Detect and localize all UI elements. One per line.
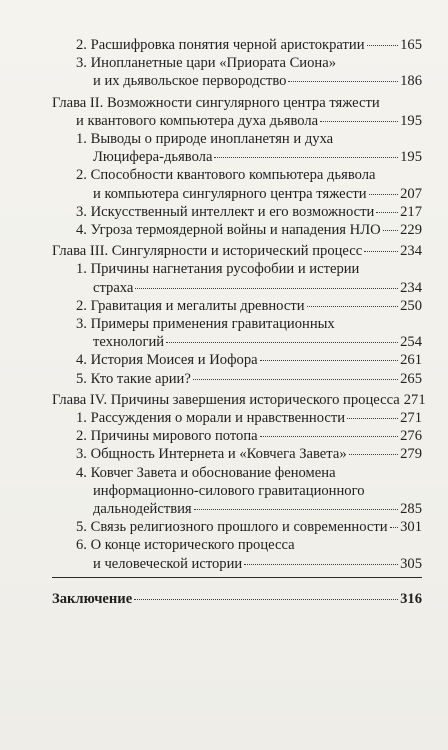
- toc-entry-title: Люцифера-дьявола: [93, 149, 213, 166]
- toc-page-number: 195: [400, 149, 422, 166]
- toc-section: [52, 409, 422, 427]
- toc-section: [52, 518, 422, 536]
- toc-entry-title: 3. Общность Интернета и «Ковчега Завета»: [76, 446, 347, 463]
- toc-leader-dots: [166, 342, 398, 343]
- toc-entry-title: 4. Ковчег Завета и обоснование феномена: [76, 464, 336, 481]
- toc-line-last: [76, 445, 422, 463]
- toc-entry-title: Глава II. Возможности сингулярного центра тяжести: [52, 94, 380, 111]
- toc-line-last: [76, 518, 422, 536]
- toc-entry-title: 4. История Моисея и Иофора: [76, 352, 258, 369]
- toc-leader-dots: [369, 194, 399, 195]
- toc-leader-dots: [134, 599, 398, 600]
- toc-leader-dots: [367, 45, 399, 46]
- toc-leader-dots: [260, 360, 399, 361]
- toc-section: [52, 297, 422, 315]
- toc-leader-dots: [347, 418, 398, 419]
- toc-page-number: 195: [400, 112, 422, 129]
- toc-section: [52, 315, 422, 351]
- toc-entry-title: Глава IV. Причины завершения исторического процесса: [52, 391, 400, 408]
- toc-section: [52, 464, 422, 519]
- toc-page-number: 301: [400, 519, 422, 536]
- toc-line-last: [76, 185, 422, 203]
- toc-entry-title: 4. Угроза термоядерной войны и нападения НЛО: [76, 222, 381, 239]
- toc-page-number: 271: [403, 391, 426, 408]
- toc-chapter: [52, 391, 426, 409]
- toc-entry-title: 2. Причины мирового потопа: [76, 428, 258, 445]
- toc-line-last: [76, 221, 422, 239]
- toc-line-last: [52, 391, 426, 409]
- toc-conclusion: [52, 590, 422, 608]
- toc-page-number: 316: [400, 590, 422, 607]
- toc-line-last: [76, 297, 422, 315]
- toc-line-last: [76, 555, 422, 573]
- toc-entry-title: дальнодействия: [93, 501, 192, 518]
- toc-line-last: [76, 203, 422, 221]
- toc-section: [52, 54, 422, 90]
- toc-line-last: [52, 112, 422, 130]
- toc-entry-title: и квантового компьютера духа дьявола: [76, 112, 319, 129]
- toc-page-number: 186: [400, 73, 422, 90]
- toc-chapter: [52, 242, 422, 260]
- toc-page-number: 217: [400, 203, 422, 220]
- toc-section: [52, 203, 422, 221]
- toc-leader-dots: [383, 230, 398, 231]
- toc-chapter: [52, 94, 422, 130]
- toc-entry-title: 3. Инопланетные цари «Приората Сиона»: [76, 55, 337, 72]
- toc-leader-dots: [307, 306, 399, 307]
- toc-entry-title: 2. Гравитация и мегалиты древности: [76, 297, 305, 314]
- toc-page-number: 305: [400, 555, 422, 572]
- toc-leader-dots: [260, 436, 398, 437]
- toc-page-number: 279: [400, 446, 422, 463]
- toc-section: [52, 427, 422, 445]
- toc-section: [52, 221, 422, 239]
- toc-entry-title: Заключение: [52, 590, 133, 607]
- toc-page-number: 250: [400, 297, 422, 314]
- toc-leader-dots: [194, 509, 398, 510]
- toc-line-last: [76, 409, 422, 427]
- toc-leader-dots: [349, 454, 398, 455]
- toc-leader-dots: [390, 527, 399, 528]
- toc-entry-title: информационно-силового гравитационного: [93, 482, 365, 499]
- toc-entry-title: 1. Рассуждения о морали и нравственности: [76, 410, 346, 427]
- toc-line-last: [76, 351, 422, 369]
- toc-entry-title: и компьютера сингулярного центра тяжести: [93, 185, 367, 202]
- toc-page-number: 265: [400, 370, 422, 387]
- toc-page-number: 234: [400, 279, 422, 296]
- toc-line-last: [76, 72, 422, 90]
- toc-entry-title: и их дьявольское первородство: [93, 73, 287, 90]
- toc-entry-title: 1. Выводы о природе инопланетян и духа: [76, 131, 334, 148]
- toc-line-last: [76, 36, 422, 54]
- toc-page-number: 234: [400, 243, 422, 260]
- toc-line-last: [76, 370, 422, 388]
- toc-line-last: [76, 500, 422, 518]
- table-of-contents: [52, 36, 426, 608]
- toc-line-last: [52, 242, 422, 260]
- toc-section: [52, 130, 422, 166]
- toc-entry-title: 3. Искусственный интеллект и его возможности: [76, 203, 375, 220]
- toc-entry-title: 6. О конце исторического процесса: [76, 537, 295, 554]
- toc-leader-dots: [193, 379, 398, 380]
- toc-line-last: [76, 427, 422, 445]
- toc-section: [52, 351, 422, 369]
- toc-entry-title: 3. Примеры применения гравитационных: [76, 316, 335, 333]
- toc-section: [52, 445, 422, 463]
- toc-entry-title: страха: [93, 279, 134, 296]
- toc-line-last: [76, 333, 422, 351]
- toc-leader-dots: [288, 81, 398, 82]
- toc-page-number: 285: [400, 501, 422, 518]
- toc-entry-title: 2. Расшифровка понятия черной аристократии: [76, 37, 365, 53]
- toc-section: [52, 370, 422, 388]
- toc-entry-title: 5. Кто такие арии?: [76, 370, 191, 387]
- toc-page-number: 254: [400, 334, 422, 351]
- toc-page-number: 229: [400, 222, 422, 239]
- toc-entry-title: 2. Способности квантового компьютера дьявола: [76, 167, 376, 184]
- toc-entry-title: Глава III. Сингулярности и исторический процесс: [52, 243, 363, 260]
- toc-entry-title: 1. Причины нагнетания русофобии и истерии: [76, 261, 360, 278]
- toc-entry-title: 5. Связь религиозного прошлого и современности: [76, 519, 388, 536]
- toc-page-number: 276: [400, 428, 422, 445]
- toc-leader-dots: [214, 157, 398, 158]
- toc-page-number: 261: [400, 352, 422, 369]
- toc-section: [52, 36, 422, 54]
- toc-line-last: [76, 279, 422, 297]
- toc-leader-dots: [364, 251, 398, 252]
- toc-leader-dots: [320, 121, 398, 122]
- toc-leader-dots: [376, 212, 398, 213]
- toc-section: [52, 260, 422, 296]
- toc-page-number: 271: [400, 410, 422, 427]
- toc-leader-dots: [244, 564, 398, 565]
- toc-page-number: 207: [400, 185, 422, 202]
- toc-leader-dots: [135, 288, 398, 289]
- toc-page-number: 165: [400, 37, 422, 53]
- toc-entry-title: и человеческой истории: [93, 555, 243, 572]
- toc-section: [52, 536, 422, 572]
- toc-entry-title: технологий: [93, 334, 165, 351]
- toc-separator: [52, 577, 422, 578]
- toc-line-last: [76, 148, 422, 166]
- toc-section: [52, 166, 422, 202]
